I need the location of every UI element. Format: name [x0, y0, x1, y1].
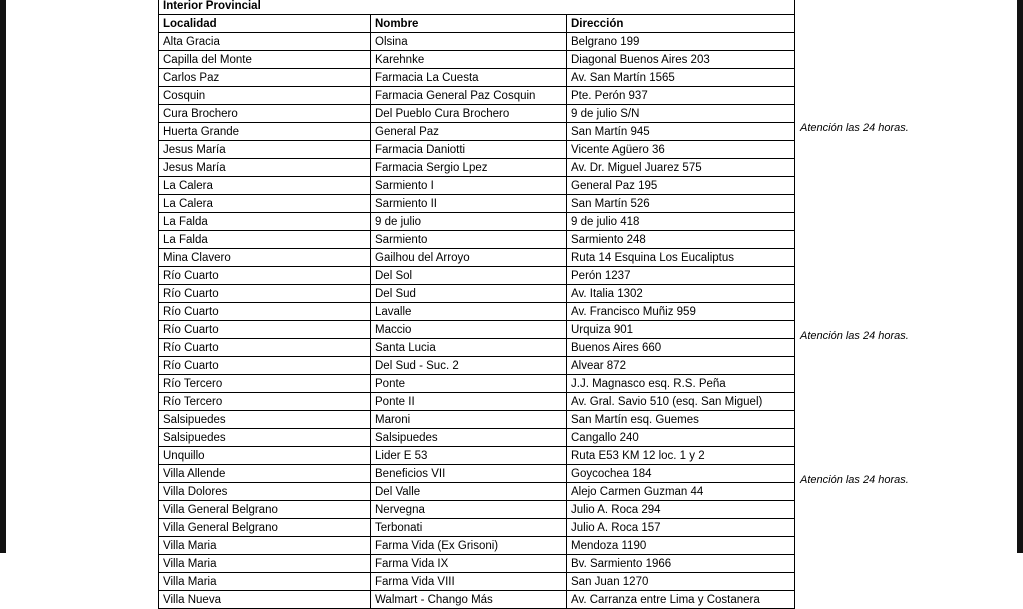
- cell-localidad: Villa Dolores: [159, 483, 371, 501]
- cell-direccion: Av. Dr. Miguel Juarez 575: [567, 159, 795, 177]
- scan-edge-right: [1017, 0, 1023, 553]
- cell-localidad: Villa General Belgrano: [159, 501, 371, 519]
- table-row: [159, 69, 795, 87]
- cell-nombre: Walmart - Chango Más: [371, 591, 567, 609]
- table-row: [159, 177, 795, 195]
- pharmacy-table: [158, 0, 795, 609]
- table-row: [159, 411, 795, 429]
- table-row: [159, 555, 795, 573]
- table-row: [159, 339, 795, 357]
- cell-localidad: Villa Maria: [159, 555, 371, 573]
- cell-localidad: Cosquin: [159, 87, 371, 105]
- cell-localidad: Río Cuarto: [159, 339, 371, 357]
- cell-direccion: Vicente Agüero 36: [567, 141, 795, 159]
- side-note: Atención las 24 horas.: [800, 474, 909, 486]
- table-row: [159, 447, 795, 465]
- section-title: Interior Provincial: [159, 0, 795, 15]
- cell-nombre: Sarmiento I: [371, 177, 567, 195]
- table-body: [159, 0, 795, 609]
- table-row: [159, 519, 795, 537]
- cell-nombre: Sarmiento II: [371, 195, 567, 213]
- cell-direccion: Sarmiento 248: [567, 231, 795, 249]
- cell-direccion: Alvear 872: [567, 357, 795, 375]
- table-row: [159, 105, 795, 123]
- cell-direccion: J.J. Magnasco esq. R.S. Peña: [567, 375, 795, 393]
- cell-localidad: La Calera: [159, 177, 371, 195]
- table-row: [159, 213, 795, 231]
- cell-nombre: Lider E 53: [371, 447, 567, 465]
- cell-nombre: Lavalle: [371, 303, 567, 321]
- table-row: [159, 501, 795, 519]
- table-row: [159, 321, 795, 339]
- cell-direccion: Julio A. Roca 157: [567, 519, 795, 537]
- cell-nombre: Farmacia La Cuesta: [371, 69, 567, 87]
- table-row: [159, 267, 795, 285]
- cell-direccion: Ruta 14 Esquina Los Eucaliptus: [567, 249, 795, 267]
- table-header-row: [159, 15, 795, 33]
- table-row: [159, 465, 795, 483]
- cell-direccion: 9 de julio S/N: [567, 105, 795, 123]
- cell-nombre: Salsipuedes: [371, 429, 567, 447]
- cell-nombre: Del Pueblo Cura Brochero: [371, 105, 567, 123]
- cell-localidad: Jesus María: [159, 159, 371, 177]
- cell-direccion: Julio A. Roca 294: [567, 501, 795, 519]
- cell-direccion: Av. San Martín 1565: [567, 69, 795, 87]
- cell-direccion: Belgrano 199: [567, 33, 795, 51]
- cell-direccion: San Martín 526: [567, 195, 795, 213]
- cell-direccion: San Martín 945: [567, 123, 795, 141]
- cell-direccion: Alejo Carmen Guzman 44: [567, 483, 795, 501]
- scan-edge-left: [0, 0, 6, 553]
- cell-nombre: Farma Vida VIII: [371, 573, 567, 591]
- cell-nombre: Farmacia Daniotti: [371, 141, 567, 159]
- cell-direccion: Mendoza 1190: [567, 537, 795, 555]
- cell-direccion: Cangallo 240: [567, 429, 795, 447]
- cell-direccion: Av. Gral. Savio 510 (esq. San Miguel): [567, 393, 795, 411]
- cell-direccion: Ruta E53 KM 12 loc. 1 y 2: [567, 447, 795, 465]
- section-title-row: [159, 0, 795, 15]
- cell-nombre: General Paz: [371, 123, 567, 141]
- cell-nombre: Ponte: [371, 375, 567, 393]
- cell-direccion: Av. Italia 1302: [567, 285, 795, 303]
- cell-localidad: Carlos Paz: [159, 69, 371, 87]
- cell-localidad: Salsipuedes: [159, 429, 371, 447]
- cell-direccion: Buenos Aires 660: [567, 339, 795, 357]
- cell-nombre: Farma Vida IX: [371, 555, 567, 573]
- cell-localidad: Río Tercero: [159, 393, 371, 411]
- cell-nombre: 9 de julio: [371, 213, 567, 231]
- cell-localidad: Río Tercero: [159, 375, 371, 393]
- cell-nombre: Beneficios VII: [371, 465, 567, 483]
- cell-direccion: Diagonal Buenos Aires 203: [567, 51, 795, 69]
- table-row: [159, 573, 795, 591]
- cell-direccion: Perón 1237: [567, 267, 795, 285]
- table-row: [159, 159, 795, 177]
- table-row: [159, 357, 795, 375]
- cell-nombre: Sarmiento: [371, 231, 567, 249]
- table-row: [159, 537, 795, 555]
- cell-localidad: Río Cuarto: [159, 285, 371, 303]
- cell-localidad: Villa General Belgrano: [159, 519, 371, 537]
- cell-localidad: Alta Gracia: [159, 33, 371, 51]
- cell-localidad: Villa Nueva: [159, 591, 371, 609]
- side-note: Atención las 24 horas.: [800, 330, 909, 342]
- cell-localidad: La Calera: [159, 195, 371, 213]
- cell-direccion: San Martín esq. Guemes: [567, 411, 795, 429]
- side-note: Atención las 24 horas.: [800, 122, 909, 134]
- cell-direccion: Bv. Sarmiento 1966: [567, 555, 795, 573]
- cell-nombre: Nervegna: [371, 501, 567, 519]
- cell-nombre: Ponte II: [371, 393, 567, 411]
- cell-localidad: Río Cuarto: [159, 321, 371, 339]
- cell-nombre: Gailhou del Arroyo: [371, 249, 567, 267]
- cell-direccion: General Paz 195: [567, 177, 795, 195]
- cell-nombre: Maroni: [371, 411, 567, 429]
- table-row: [159, 375, 795, 393]
- cell-nombre: Del Valle: [371, 483, 567, 501]
- table-row: [159, 33, 795, 51]
- table-row: [159, 87, 795, 105]
- table-row: [159, 123, 795, 141]
- column-header-localidad: Localidad: [159, 15, 371, 33]
- table-row: [159, 429, 795, 447]
- cell-localidad: Jesus María: [159, 141, 371, 159]
- cell-localidad: Río Cuarto: [159, 303, 371, 321]
- table-row: [159, 483, 795, 501]
- table-row: [159, 285, 795, 303]
- cell-direccion: Av. Francisco Muñiz 959: [567, 303, 795, 321]
- table-row: [159, 249, 795, 267]
- cell-localidad: Villa Maria: [159, 537, 371, 555]
- cell-localidad: Cura Brochero: [159, 105, 371, 123]
- cell-direccion: 9 de julio 418: [567, 213, 795, 231]
- cell-localidad: La Falda: [159, 213, 371, 231]
- table-row: [159, 141, 795, 159]
- column-header-nombre: Nombre: [371, 15, 567, 33]
- table-row: [159, 393, 795, 411]
- cell-nombre: Farma Vida (Ex Grisoni): [371, 537, 567, 555]
- cell-direccion: San Juan 1270: [567, 573, 795, 591]
- cell-localidad: Villa Maria: [159, 573, 371, 591]
- cell-localidad: Río Cuarto: [159, 267, 371, 285]
- cell-nombre: Del Sud - Suc. 2: [371, 357, 567, 375]
- cell-nombre: Terbonati: [371, 519, 567, 537]
- cell-localidad: Mina Clavero: [159, 249, 371, 267]
- table-row: [159, 51, 795, 69]
- cell-nombre: Maccio: [371, 321, 567, 339]
- cell-localidad: Río Cuarto: [159, 357, 371, 375]
- cell-nombre: Karehnke: [371, 51, 567, 69]
- cell-localidad: Huerta Grande: [159, 123, 371, 141]
- cell-localidad: Capilla del Monte: [159, 51, 371, 69]
- cell-nombre: Olsina: [371, 33, 567, 51]
- table-row: [159, 195, 795, 213]
- cell-nombre: Santa Lucia: [371, 339, 567, 357]
- pharmacy-listing: [158, 0, 794, 609]
- cell-localidad: La Falda: [159, 231, 371, 249]
- table-row: [159, 303, 795, 321]
- cell-localidad: Salsipuedes: [159, 411, 371, 429]
- table-row: [159, 231, 795, 249]
- cell-nombre: Farmacia Sergio Lpez: [371, 159, 567, 177]
- column-header-direccion: Dirección: [567, 15, 795, 33]
- cell-direccion: Av. Carranza entre Lima y Costanera: [567, 591, 795, 609]
- cell-nombre: Farmacia General Paz Cosquin: [371, 87, 567, 105]
- cell-localidad: Unquillo: [159, 447, 371, 465]
- table-row: [159, 591, 795, 609]
- cell-localidad: Villa Allende: [159, 465, 371, 483]
- cell-direccion: Pte. Perón 937: [567, 87, 795, 105]
- cell-direccion: Urquiza 901: [567, 321, 795, 339]
- cell-nombre: Del Sol: [371, 267, 567, 285]
- cell-nombre: Del Sud: [371, 285, 567, 303]
- cell-direccion: Goycochea 184: [567, 465, 795, 483]
